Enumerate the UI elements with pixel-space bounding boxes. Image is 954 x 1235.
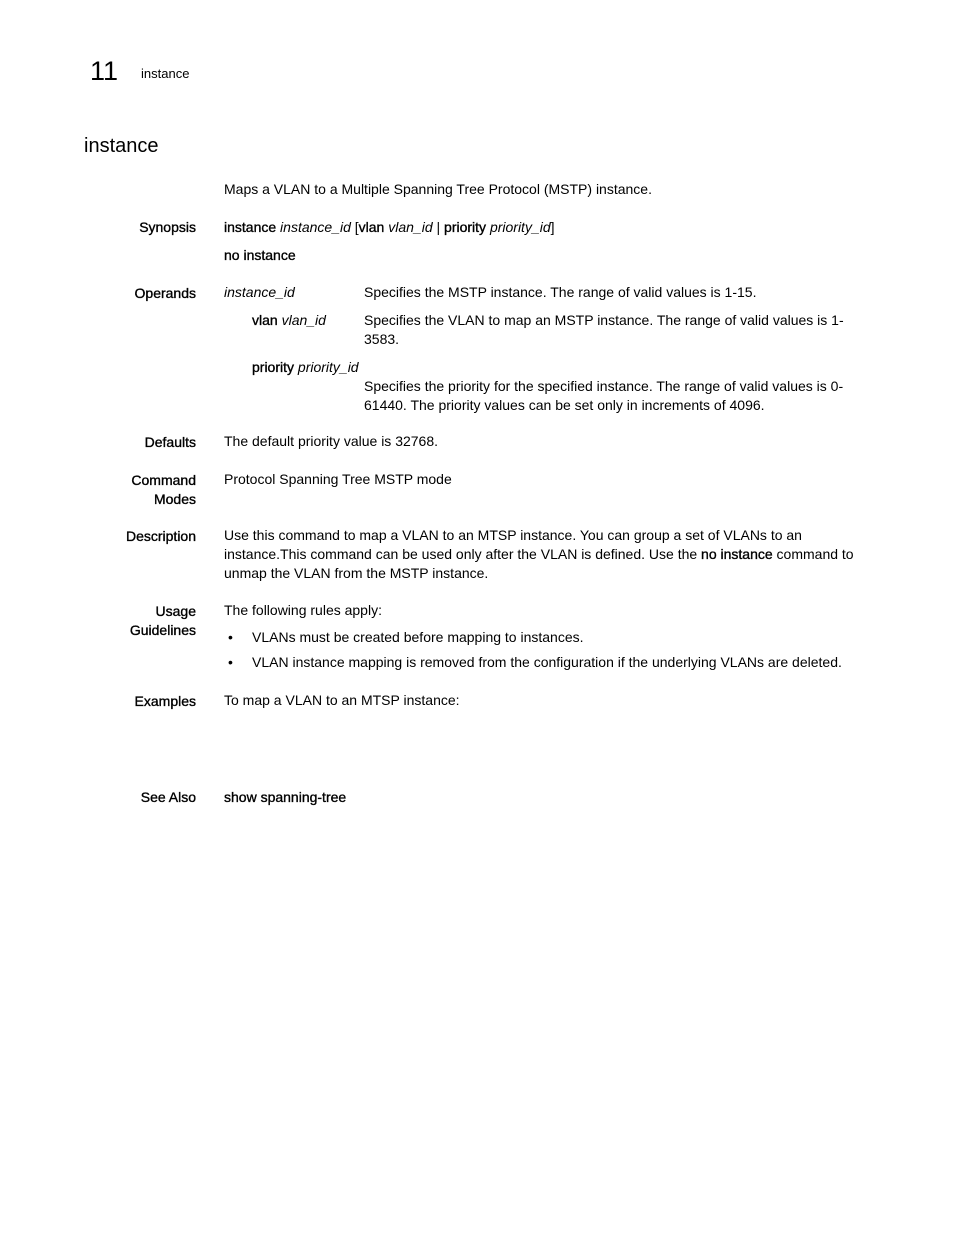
synopsis-priority-keyword: priority bbox=[444, 219, 487, 235]
usage-item-2: VLAN instance mapping is removed from the configuration if the underlying VLANs are deleted. bbox=[252, 654, 842, 670]
label-command-modes: Command Modes bbox=[131, 472, 196, 507]
operand-name-instance-id: instance_id bbox=[224, 284, 295, 300]
summary: Maps a VLAN to a Multiple Spanning Tree Protocol (MSTP) instance. bbox=[224, 181, 652, 197]
synopsis-open-bracket: [ bbox=[354, 219, 359, 235]
label-defaults: Defaults bbox=[144, 434, 196, 450]
synopsis-no-form: no instance bbox=[224, 247, 296, 263]
synopsis-command: instance bbox=[224, 219, 277, 235]
bullet-marker: • bbox=[228, 629, 233, 645]
see-also-link[interactable]: show spanning-tree bbox=[224, 789, 347, 805]
bullet-marker: • bbox=[228, 654, 233, 670]
examples-text: To map a VLAN to an MTSP instance: bbox=[224, 692, 460, 708]
label-examples: Examples bbox=[134, 693, 196, 709]
label-synopsis: Synopsis bbox=[139, 219, 196, 235]
synopsis-close-bracket: ] bbox=[550, 219, 555, 235]
page-title: instance bbox=[84, 135, 159, 157]
label-see-also: See Also bbox=[140, 789, 196, 805]
label-usage-guidelines: Usage Guidelines bbox=[129, 603, 196, 638]
synopsis-line bbox=[224, 218, 555, 237]
defaults-text: The default priority value is 32768. bbox=[224, 433, 439, 449]
command-modes-text: Protocol Spanning Tree MSTP mode bbox=[224, 471, 452, 487]
operand-desc-priority: Specifies the priority for the specified instance. The range of valid values is 0-61440. The priority values can be set only in increments of 4096. bbox=[364, 378, 844, 413]
usage-item-1: VLANs must be created before mapping to instances. bbox=[252, 629, 584, 645]
description-text: Use this command to map a VLAN to an MTSP instance. You can group a set of VLANs to an instance.This command can be used only after the VLAN is defined. Use the no instance command to unmap the VLAN from the MSTP instance. bbox=[224, 527, 854, 581]
synopsis-separator: | bbox=[436, 219, 441, 235]
running-head: instance bbox=[141, 66, 190, 81]
operand-desc-instance-id: Specifies the MSTP instance. The range of valid values is 1-15. bbox=[364, 284, 757, 300]
synopsis-vlan-keyword: vlan bbox=[358, 219, 385, 235]
label-operands: Operands bbox=[134, 285, 196, 301]
synopsis-priority-arg: priority_id bbox=[489, 219, 551, 235]
synopsis-vlan-arg: vlan_id bbox=[388, 219, 433, 235]
chapter-number: 11 bbox=[90, 56, 119, 86]
operand-desc-vlan: Specifies the VLAN to map an MSTP instance. The range of valid values is 1-3583. bbox=[364, 312, 844, 347]
usage-intro: The following rules apply: bbox=[224, 602, 382, 618]
operand-name-vlan: vlan vlan_id bbox=[252, 312, 326, 328]
synopsis-arg: instance_id bbox=[280, 219, 351, 235]
description-command: no instance bbox=[701, 546, 773, 562]
operand-name-priority: priority priority_id bbox=[252, 359, 359, 375]
label-description: Description bbox=[125, 528, 196, 544]
